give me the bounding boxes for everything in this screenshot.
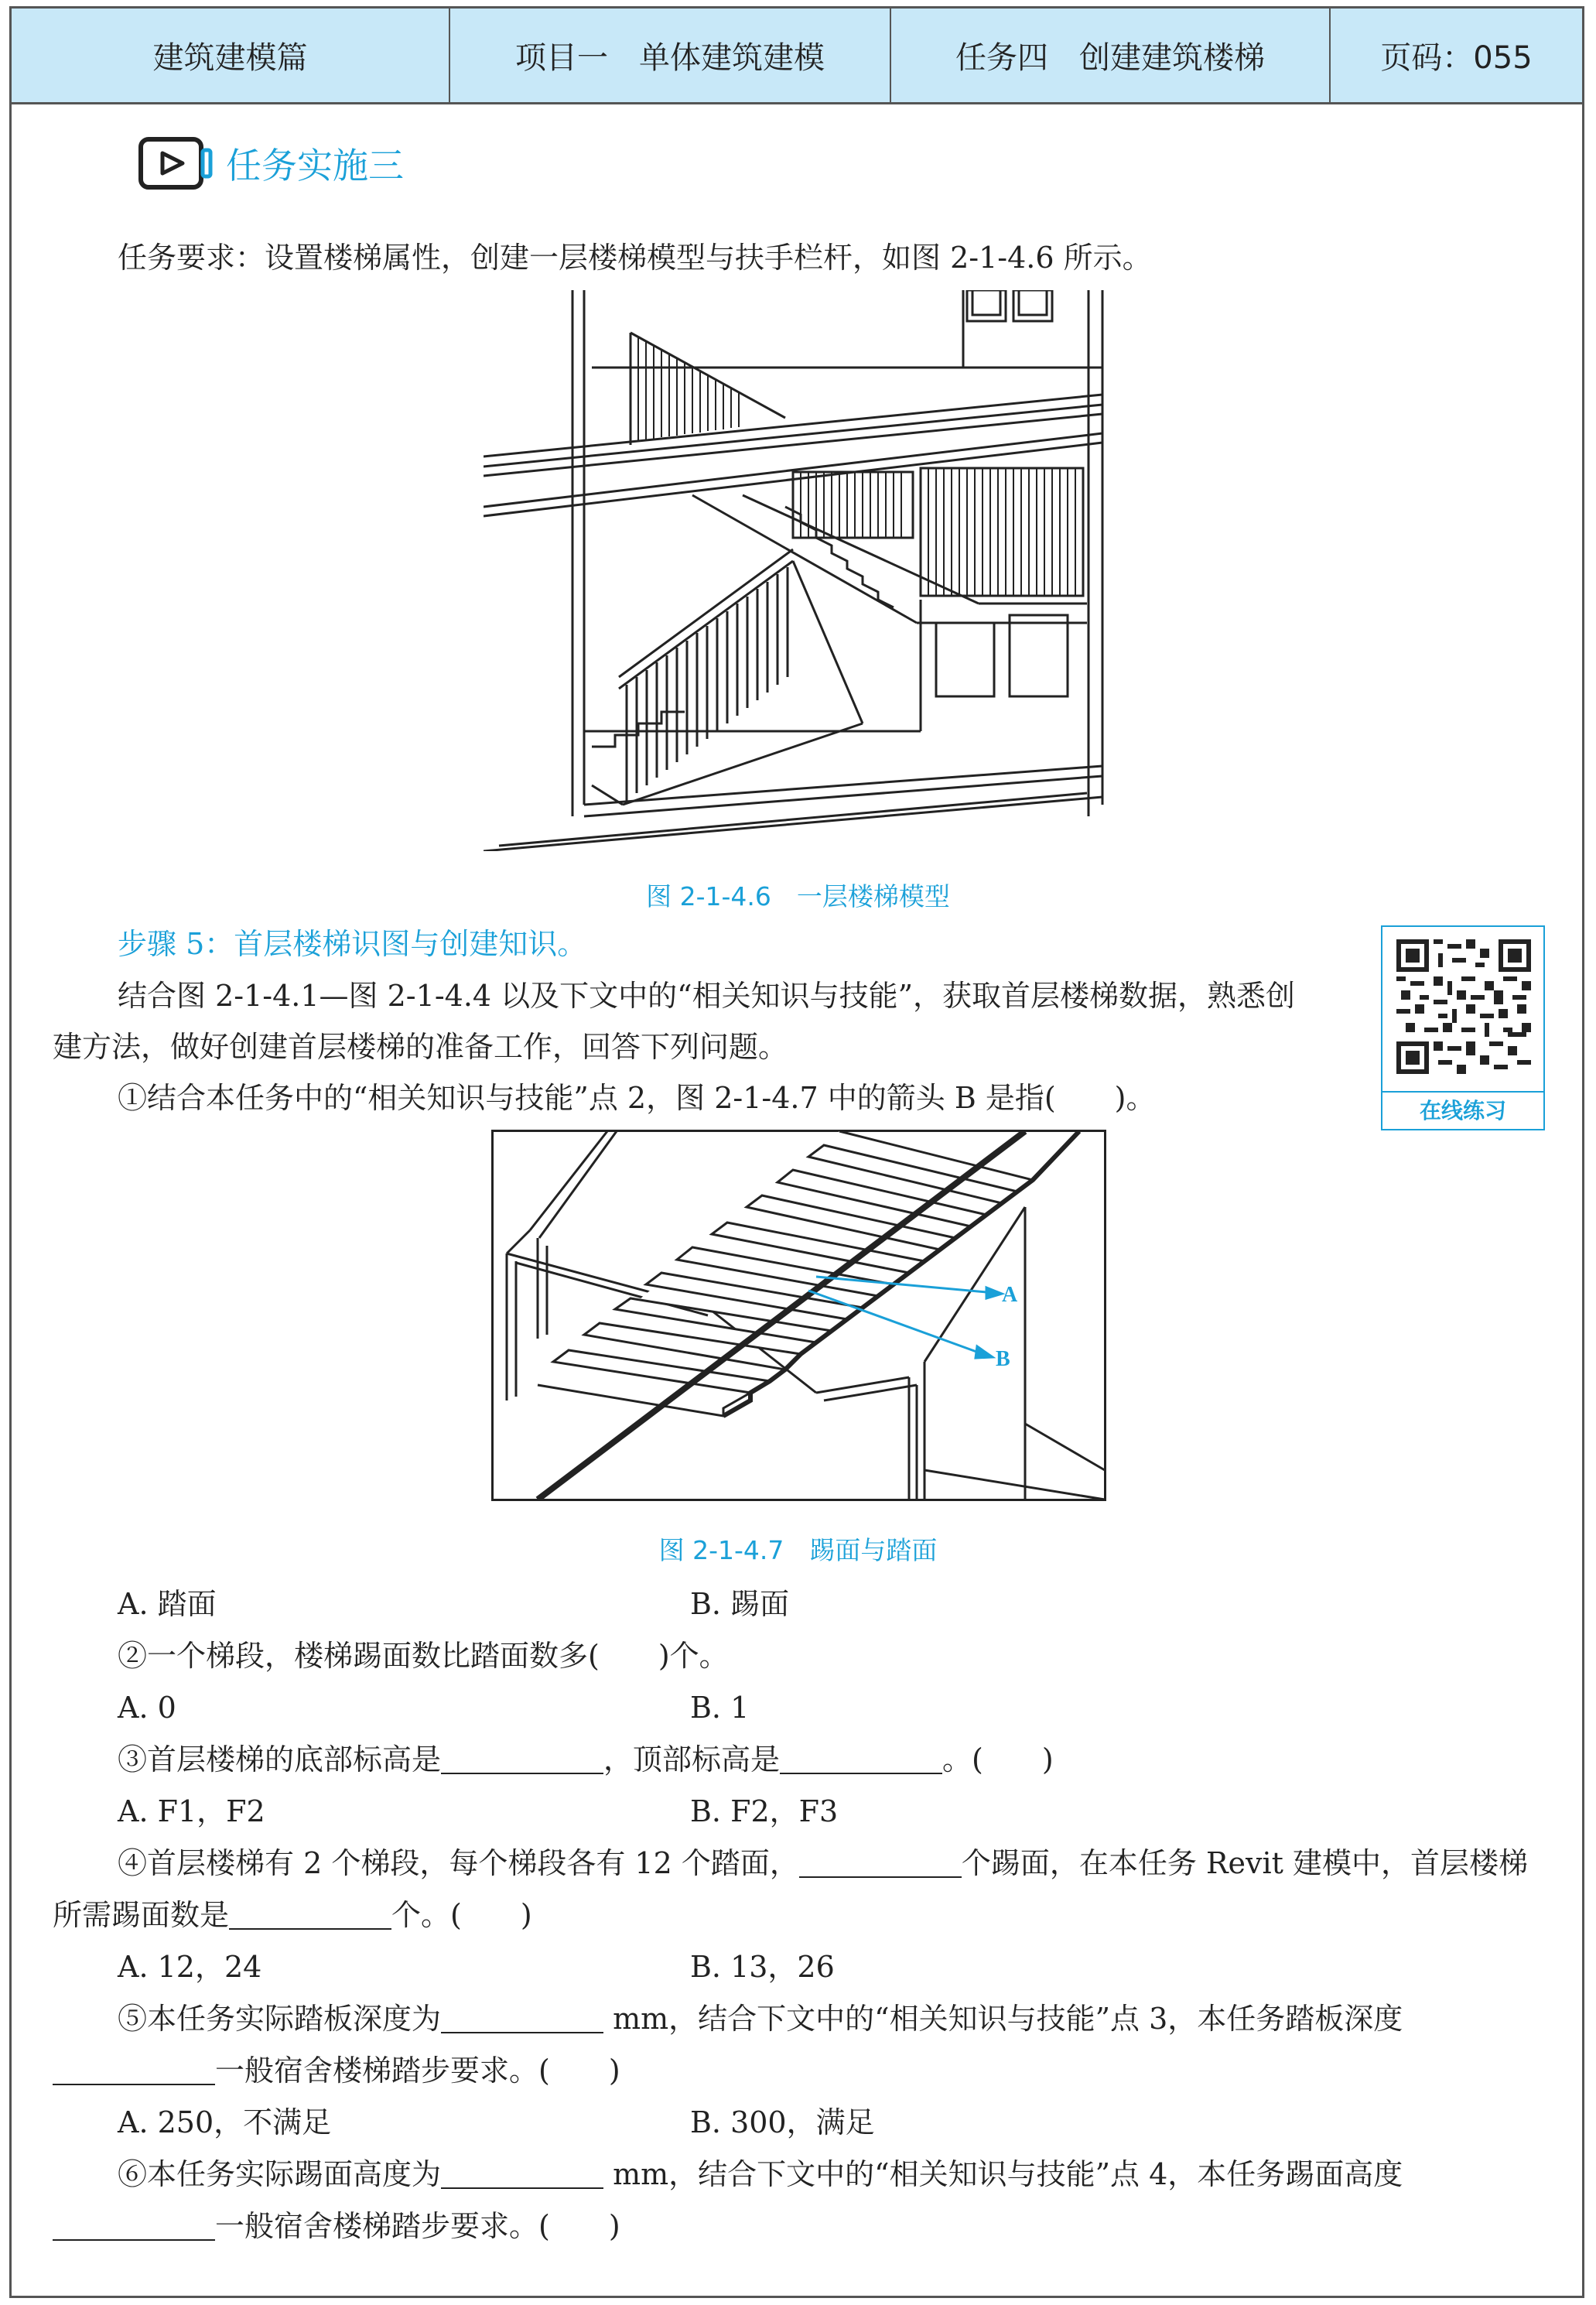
q3-pre: ③首层楼梯的底部标高是 (118, 1742, 442, 1777)
q3-mid: ，顶部标高是 (603, 1742, 781, 1777)
header-part: 建筑建模篇 (152, 40, 308, 76)
q5-blank-2[interactable] (53, 2054, 215, 2085)
q6-blank-1[interactable] (441, 2158, 603, 2189)
q4-blank-1[interactable] (799, 1847, 962, 1878)
header-page-number: 页码：055 (1329, 9, 1582, 102)
q1-option-a: A. 踏面 (118, 1587, 217, 1621)
q5-pre: ⑤本任务实际踏板深度为 (118, 2002, 442, 2036)
question-6-line1 (118, 2149, 1403, 2200)
q6-line2: 一般宿舍楼梯踏步要求。( ) (215, 2209, 620, 2243)
qr-label: 在线练习 (1382, 1091, 1543, 1131)
section-title (138, 136, 404, 190)
q3-blank-2[interactable] (780, 1743, 942, 1774)
stair-model-figure (484, 290, 1118, 851)
question-5-line2 (53, 2045, 620, 2096)
q4-blank-2[interactable] (229, 1899, 391, 1930)
q6-pre: ⑥本任务实际踢面高度为 (118, 2157, 442, 2191)
header-task: 任务四 创建建筑楼梯 (890, 9, 1329, 102)
question-2: ②一个梯段，楼梯踢面数比踏面数多( )个。 (118, 1639, 729, 1673)
question-3 (118, 1734, 1054, 1785)
q3-option-b: B. F2，F3 (690, 1794, 839, 1828)
question-6-line2 (53, 2201, 620, 2252)
section-title-text: 任务实施三 (226, 145, 404, 186)
question-4-line2 (53, 1889, 532, 1941)
figure2-caption: 图 2-1-4.7 踢面与踏面 (658, 1535, 938, 1565)
q4-line2a: 所需踢面数是 (53, 1898, 230, 1932)
q5-mid: mm，结合下文中的“相关知识与技能”点 3，本任务踏板深度 (603, 2002, 1403, 2036)
header-project: 项目一 单体建筑建模 (449, 9, 890, 102)
step5-title: 步骤 5：首层楼梯识图与创建知识。 (118, 927, 587, 961)
q2-option-a: A. 0 (118, 1691, 176, 1725)
q5-line2: 一般宿舍楼梯踏步要求。( ) (215, 2054, 620, 2088)
paragraph-line2: 建方法，做好创建首层楼梯的准备工作，回答下列问题。 (53, 1030, 788, 1064)
question-4-line1 (118, 1838, 1528, 1889)
task-requirement: 任务要求：设置楼梯属性，创建一层楼梯模型与扶手栏杆，如图 2-1-4.6 所示。 (118, 241, 1152, 275)
riser-tread-figure (491, 1130, 1106, 1501)
paragraph-line1: 结合图 2-1-4.1—图 2-1-4.4 以及下文中的“相关知识与技能”，获取首层楼梯数据，熟悉创 (118, 979, 1296, 1013)
arrow-label-b: B (996, 1347, 1010, 1371)
online-practice-qr[interactable] (1381, 925, 1545, 1130)
q6-blank-2[interactable] (53, 2210, 215, 2241)
q4-pre: ④首层楼梯有 2 个梯段，每个梯段各有 12 个踏面， (118, 1846, 799, 1880)
q4-option-a: A. 12，24 (118, 1950, 262, 1984)
question-1: ①结合本任务中的“相关知识与技能”点 2，图 2-1-4.7 中的箭头 B 是指( )。 (118, 1081, 1156, 1115)
q3-blank-1[interactable] (441, 1743, 603, 1774)
page-header (9, 6, 1584, 104)
q3-post: 。( ) (942, 1742, 1054, 1777)
q1-option-b: B. 踢面 (690, 1587, 790, 1621)
q3-option-a: A. F1，F2 (118, 1794, 265, 1828)
q6-mid: mm，结合下文中的“相关知识与技能”点 4，本任务踢面高度 (603, 2157, 1403, 2191)
arrow-label-a: A (1002, 1283, 1018, 1307)
qr-code-icon (1396, 939, 1531, 1074)
q4-option-b: B. 13，26 (690, 1950, 835, 1984)
question-5-line1 (118, 1993, 1403, 2044)
q4-mid: 个踢面，在本任务 Revit 建模中，首层楼梯 (961, 1846, 1529, 1880)
figure1-caption: 图 2-1-4.6 一层楼梯模型 (646, 881, 950, 911)
q5-option-a: A. 250，不满足 (118, 2105, 332, 2139)
q2-option-b: B. 1 (690, 1691, 750, 1725)
q5-option-b: B. 300，满足 (690, 2105, 875, 2139)
q4-line2b: 个。( ) (391, 1898, 532, 1932)
video-play-icon (138, 136, 215, 190)
q5-blank-1[interactable] (441, 2002, 603, 2033)
